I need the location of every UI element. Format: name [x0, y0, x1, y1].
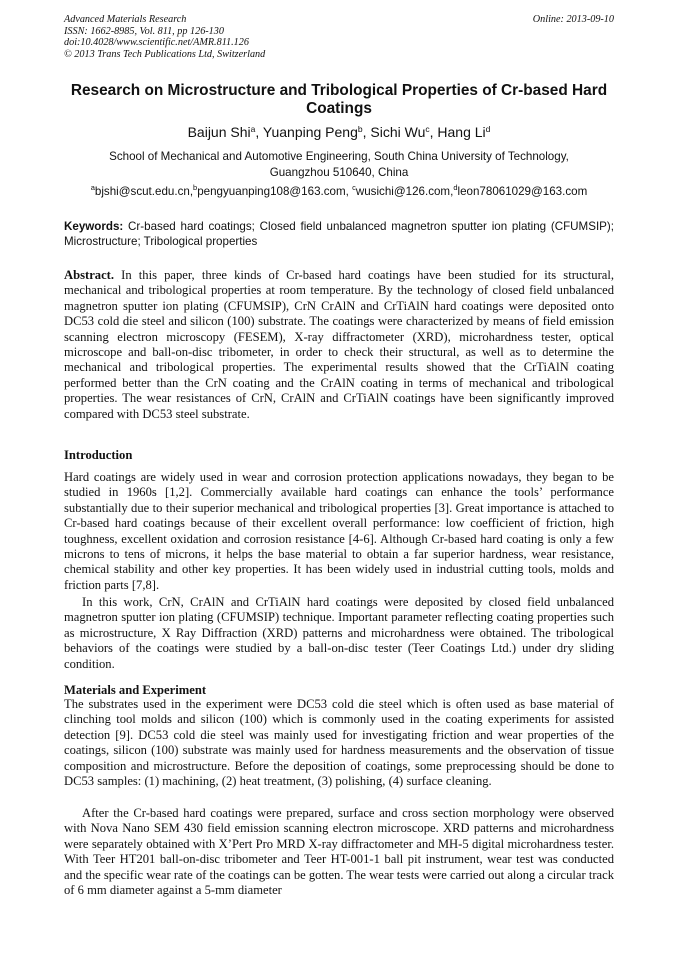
section-heading-introduction: Introduction	[64, 448, 133, 462]
abstract-text: In this paper, three kinds of Cr-based hard coatings have been studied for its structural, mechanical and tribological properties at room temperature. By the technology of closed field unbalanced magnetron sputter ion plating (CFUMSIP), CrN CrAlN and CrTiAlN hard coatings were deposited onto DC53 cold die steel and silicon (100) substrate. The coatings were characterized by means of field emission scanning electron microscopy (FESEM), X-ray diffractometer (XRD), microhardness tester, optical microscope and ball-on-disc tribometer, in order to check their structural, as well as to determine the mechanical and tribological properties. The experimental results showed that the CrTiAlN coating performed better than the CrN coating and the CrAlN coating in terms of mechanical and tribological properties. The wear resistances of CrN, CrAlN and CrTiAlN coatings have been significantly improved compared with DC53 steel substrate.	[64, 268, 614, 421]
email-link[interactable]: bjshi@scut.edu.cn,	[94, 185, 194, 198]
author: Sichi Wu$^c$,	[370, 124, 438, 140]
doi-line: doi:10.4028/www.scientific.net/AMR.811.126	[64, 37, 249, 49]
copyright-line: © 2013 Trans Tech Publications Ltd, Switzerland	[64, 48, 266, 60]
email-link[interactable]: wusichi@126.com,	[355, 185, 454, 198]
affiliation-line: School of Mechanical and Automotive Engineering, South China University of Technology,	[109, 150, 569, 163]
materials-paragraph: The substrates used in the experiment were DC53 cold die steel which is often used as base material of clinching tool molds and silicon (100) which is commonly used in the coating experiments for assisted detection [9]. DC53 cold die steel was mainly used for investigating friction and wear properties of the coatings, silicon (100) substrate was mainly used for hardness measurements and the observation of tissue composition and microstructure. Before the deposition of coatings, some preprocessing should be done to DC53 samples: (1) machining, (2) heat treatment, (3) polishing, (4) surface cleaning.	[64, 697, 614, 789]
introduction-paragraph: Hard coatings are widely used in wear and corrosion protection applications nowadays, they began to be studied in 1960s [1,2]. Commercially available hard coatings can enhance the tools’ performance substantially due to their superior mechanical and tribological properties [3]. Great importance is attached to Cr-based hard coatings because of their excellent overall performance: low coefficient of friction, high toughness, excellent oxidation and corrosion resistance [4-6]. Although Cr-based hard coating is only a few microns to tens of microns, it helps the base material to obtain a far superior hardness, wear resistance, chemical stability and other key properties. It has been widely used in industrial cutting tools, molds and friction parts [7,8].	[64, 470, 614, 592]
author: Hang Li$^d$	[437, 124, 491, 140]
section-heading-materials: Materials and Experiment	[64, 683, 207, 697]
keywords	[64, 219, 614, 249]
abstract	[64, 268, 614, 422]
author-list	[64, 123, 614, 141]
journal-name: Advanced Materials Research	[64, 14, 187, 25]
keywords-label: Keywords:	[64, 220, 124, 233]
email-link[interactable]: leon78061029@163.com	[457, 185, 588, 198]
author: Baijun Shi$^a$,	[187, 124, 263, 140]
email-list: $^a$bjshi@scut.edu.cn,$^b$pengyuanping108@163.com, $^c$wusichi@126.com,$^d$leon78061029@163.com	[90, 183, 588, 198]
journal-header	[64, 14, 265, 60]
affiliation-line: Guangzhou 510640, China	[269, 166, 409, 179]
materials-paragraph: After the Cr-based hard coatings were prepared, surface and cross section morphology were observed with Nova Nano SEM 430 field emission scanning electron microscope. XRD patterns and microhardness were separately obtained with X’Pert Pro MRD X-ray diffractometer and MH-5 digital microhardness tester. With Teer HT201 ball-on-disc tribometer and Teer HT-001-1 ball pit instrument, wear test was conducted and the specific wear rate of the coatings can be gotten. The wear tests were carried out along a circular track of 6 mm diameter against a 5-mm diameter	[64, 806, 614, 898]
issn-line: ISSN: 1662-8985, Vol. 811, pp 126-130	[64, 25, 224, 37]
paper-title: Research on Microstructure and Tribological Properties of Cr-based Hard Coatings	[70, 82, 608, 118]
introduction-paragraph: In this work, CrN, CrAlN and CrTiAlN hard coatings were deposited by closed field unbalanced magnetron sputter ion plating (CFUMSIP) technique. Important parameter reflecting coating properties such as microstructure, X Ray Diffraction (XRD) patterns and microhardness were obtained. The tribological behaviors of the coatings were studied by a ball-on-disc tester (Teer Coatings Ltd.) under dry sliding condition.	[64, 595, 614, 671]
abstract-label: Abstract.	[64, 268, 115, 282]
keywords-text: Cr-based hard coatings; Closed field unbalanced magnetron sputter ion plating (CFUMSIP); Microstructure; Tribological properties	[64, 220, 614, 249]
affiliation	[64, 149, 614, 181]
email-link[interactable]: pengyuanping108@163.com,	[197, 185, 353, 198]
author: Yuanping Peng$^b$,	[262, 124, 371, 140]
online-date: Online: 2013-09-10	[532, 14, 614, 25]
